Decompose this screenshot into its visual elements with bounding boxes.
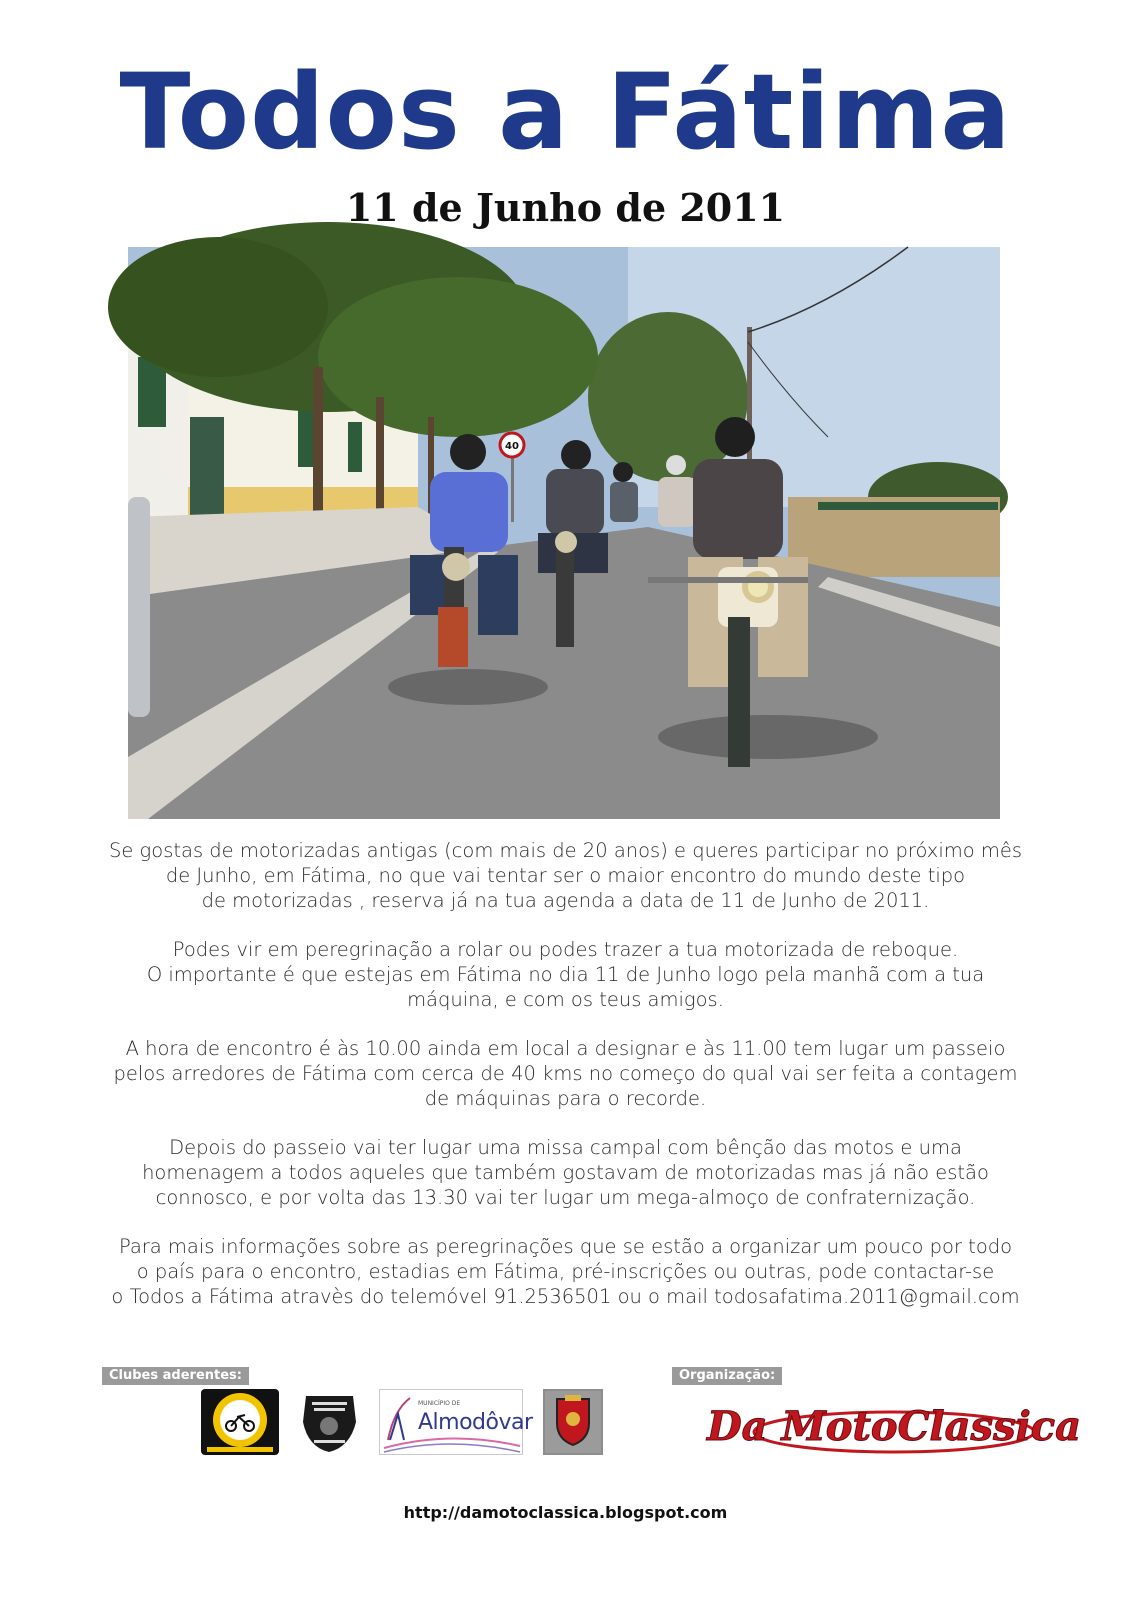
coat-of-arms-logo bbox=[543, 1389, 603, 1455]
almodovar-municipality-logo bbox=[379, 1389, 533, 1455]
paragraph-schedule bbox=[92, 1036, 1039, 1111]
text-line: connosco, e por volta das 13.30 vai ter lugar um mega-almoço de confraternização. bbox=[155, 1186, 976, 1209]
text-line: o país para o encontro, estadias em Fátima, pré-inscrições ou outras, pode contactar-se bbox=[136, 1260, 995, 1283]
text-line: o Todos a Fátima atravès do telemóvel 91.2536501 ou o mail todosafatima.2011@gmail.com bbox=[111, 1285, 1020, 1308]
grupo-motard-club-logo bbox=[300, 1392, 359, 1454]
text-line: A hora de encontro é às 10.00 ainda em local a designar e às 11.00 tem lugar um passeio bbox=[125, 1037, 1006, 1060]
text-line: pelos arredores de Fátima com cerca de 40 kms no começo do qual vai ser feita a contagem bbox=[113, 1062, 1018, 1085]
poster-title: Todos a Fátima bbox=[119, 51, 1012, 173]
text-line: de Junho, em Fátima, no que vai tentar ser o maior encontro do mundo deste tipo bbox=[165, 864, 966, 887]
text-line: Se gostas de motorizadas antigas (com mais de 20 anos) e queres participar no próximo mês bbox=[108, 839, 1023, 862]
paragraph-arrival bbox=[92, 937, 1039, 1012]
almodovar-name: Almodôvar bbox=[418, 1410, 533, 1435]
da-motoclassica-logo bbox=[706, 1386, 1082, 1460]
paragraph-contact bbox=[92, 1234, 1039, 1309]
event-description bbox=[92, 838, 1039, 1333]
text-line: Para mais informações sobre as peregrinações que se estão a organizar um pouco por todo bbox=[118, 1235, 1013, 1258]
organizer-logo-text: Da MotoClassica bbox=[706, 1403, 1082, 1450]
event-date: 11 de Junho de 2011 bbox=[345, 185, 786, 230]
motorcycle-ride-photo bbox=[128, 247, 1000, 819]
text-line: de motorizadas , reserva já na tua agenda a data de 11 de Junho de 2011. bbox=[201, 889, 930, 912]
clubs-label: Clubes aderentes: bbox=[102, 1367, 249, 1385]
text-line: homenagem a todos aqueles que também gostavam de motorizadas mas já não estão bbox=[142, 1161, 989, 1184]
blog-url-link[interactable]: http://damotoclassica.blogspot.com bbox=[403, 1503, 728, 1522]
almodovar-municipality-small: MUNICÍPIO DE bbox=[418, 1400, 461, 1407]
photo-illustration bbox=[128, 247, 1000, 819]
speed-sign-number: 40 bbox=[505, 441, 519, 452]
text-line: máquina, e com os teus amigos. bbox=[407, 988, 724, 1011]
text-line: de máquinas para o recorde. bbox=[424, 1087, 707, 1110]
text-line: O importante é que estejas em Fátima no dia 11 de Junho logo pela manhã com a tua bbox=[146, 963, 985, 986]
text-line: Depois do passeio vai ter lugar uma missa campal com bênção das motos e uma bbox=[169, 1136, 962, 1159]
paragraph-intro bbox=[92, 838, 1039, 913]
text-line: Podes vir em peregrinação a rolar ou podes trazer a tua motorizada de reboque. bbox=[172, 938, 959, 961]
paragraph-mass bbox=[92, 1135, 1039, 1210]
organization-label: Organização: bbox=[672, 1367, 782, 1385]
faca-branco-club-logo bbox=[201, 1389, 279, 1455]
